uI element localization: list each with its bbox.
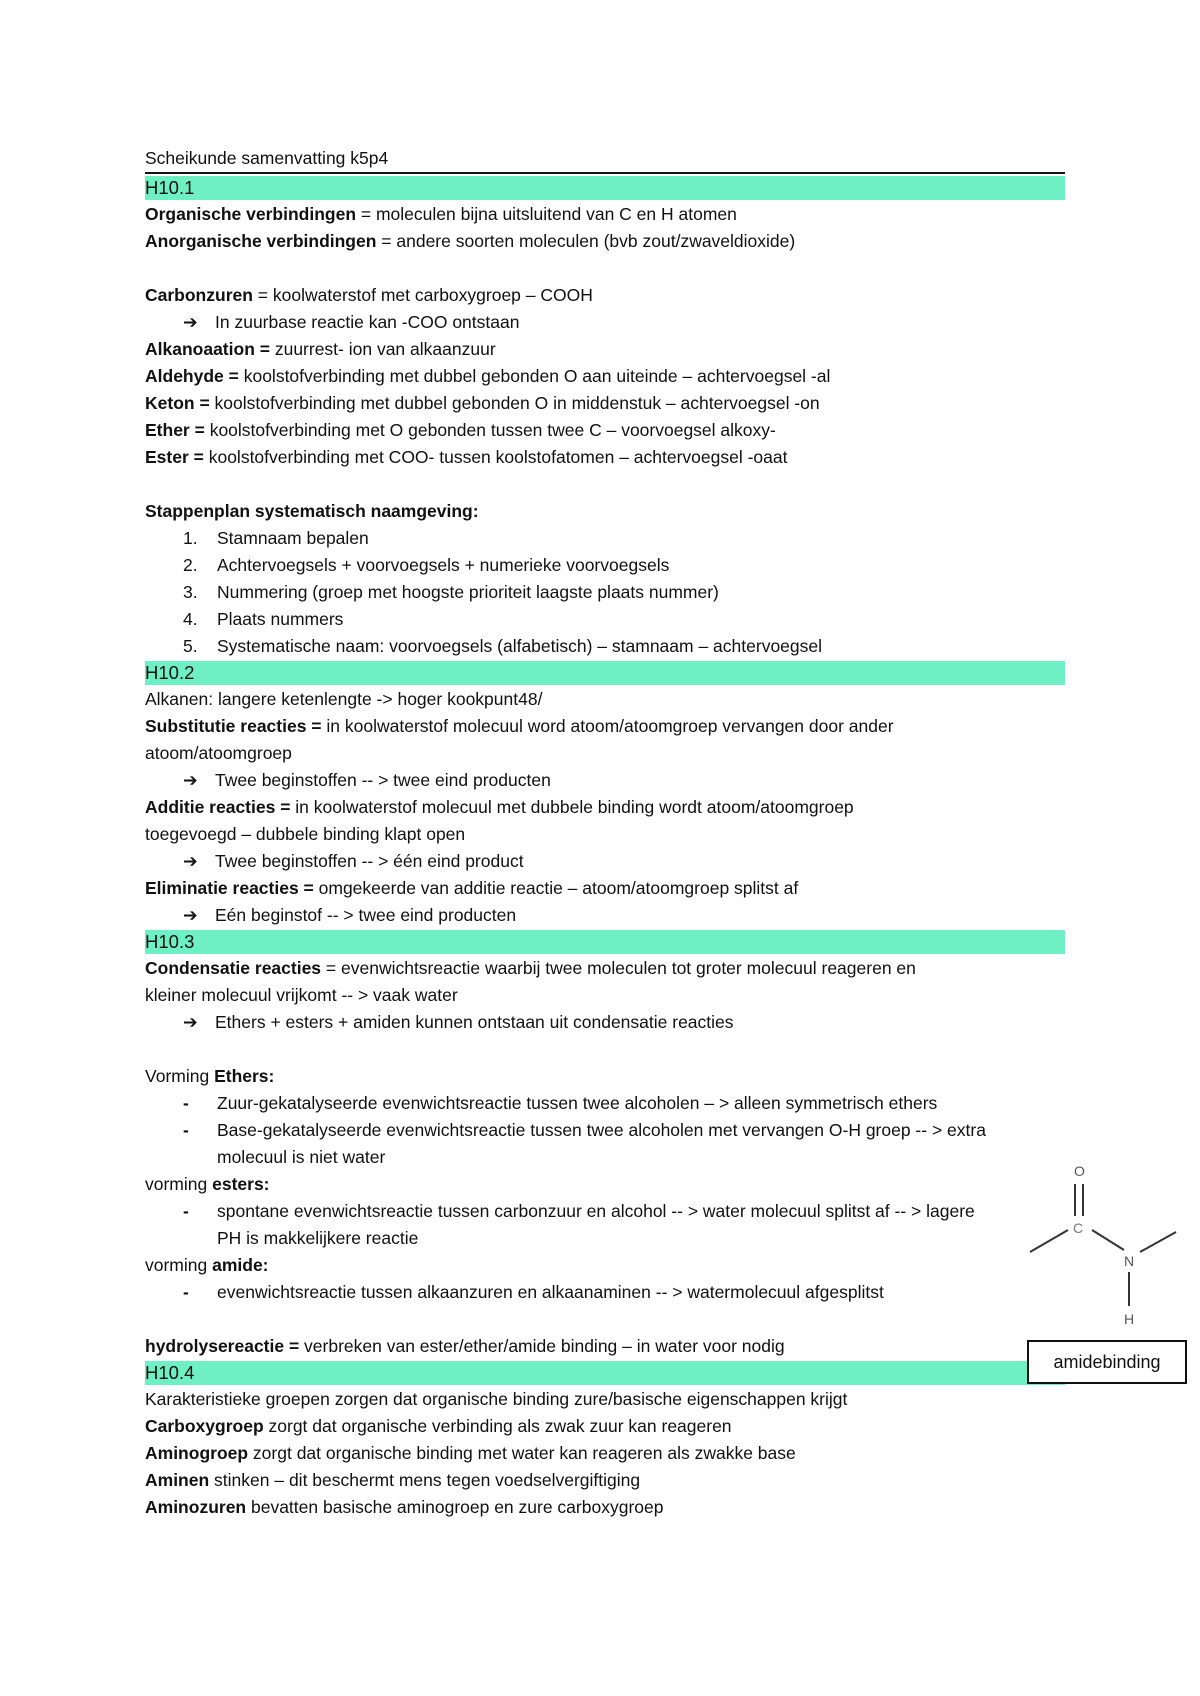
list-item-text: Stamnaam bepalen [217, 528, 369, 548]
text-line [145, 1333, 1065, 1360]
arrow-item [145, 848, 1065, 875]
definition: in koolwaterstof molecuul met dubbele binding wordt atoom/atoomgroep [290, 797, 854, 817]
list-item [145, 606, 1065, 633]
definition: omgekeerde van additie reactie – atoom/atoomgroep splitst af [313, 878, 799, 898]
definition: koolstofverbinding met COO- tussen koolstofatomen – achtervoegsel -oaat [203, 447, 788, 467]
definition: in koolwaterstof molecuul word atoom/atoomgroep vervangen door ander [321, 716, 894, 736]
text-line [145, 228, 1065, 255]
subheading-prefix: vorming [145, 1255, 213, 1275]
definition: koolstofverbinding met O gebonden tussen twee C – voorvoegsel alkoxy- [204, 420, 776, 440]
list-item [145, 633, 1065, 660]
list-item-text: Systematische naam: voorvoegsels (alfabetisch) – stamnaam – achtervoegsel [217, 636, 823, 656]
bond-c-n [1092, 1230, 1124, 1250]
list-item [145, 552, 1065, 579]
arrow-right-icon: ➔ [183, 1012, 198, 1032]
list-item-text: Achtervoegsels + voorvoegsels + numerieke voorvoegsels [217, 555, 670, 575]
section-header-h10-4: H10.4 [145, 1361, 1065, 1385]
arrow-right-icon: ➔ [183, 312, 198, 332]
term: Substitutie reacties = [145, 716, 322, 736]
list-item [145, 579, 1065, 606]
text-line [145, 363, 1065, 390]
text-line: Alkanen: langere ketenlengte -> hoger kookpunt48/ [145, 689, 543, 709]
bond-c-left [1030, 1230, 1068, 1252]
term: Carboxygroep [145, 1416, 264, 1436]
text-line [145, 444, 1065, 471]
text-line [145, 1467, 1065, 1494]
term: Aldehyde = [145, 366, 239, 386]
term: Ether = [145, 420, 205, 440]
term: hydrolysereactie = [145, 1336, 300, 1356]
amide-structure-diagram [1020, 1160, 1190, 1330]
spacer [145, 1036, 1065, 1063]
document-title: Scheikunde samenvatting k5p4 [145, 146, 1065, 174]
term: Ester = [145, 447, 204, 467]
dash-bullet: - [183, 1201, 189, 1221]
arrow-item-text: Ethers + esters + amiden kunnen ontstaan uit condensatie reacties [215, 1012, 734, 1032]
dash-item-text: evenwichtsreactie tussen alkaanzuren en alkaanaminen -- > watermolecuul afgesplitst [217, 1282, 884, 1302]
dash-item [145, 1279, 1065, 1306]
dash-bullet: - [183, 1093, 189, 1113]
list-number: 3. [183, 582, 198, 602]
list-item [145, 525, 1065, 552]
arrow-item-text: Twee beginstoffen -- > twee eind producten [215, 770, 551, 790]
subheading-prefix: Vorming [145, 1066, 215, 1086]
subheading-ethers [145, 1063, 1065, 1090]
definition: = andere soorten moleculen (bvb zout/zwaveldioxide) [376, 231, 796, 251]
text-line [145, 390, 1065, 417]
spacer [145, 471, 1065, 498]
list-number: 4. [183, 609, 198, 629]
term: Keton = [145, 393, 210, 413]
list-item-text: Plaats nummers [217, 609, 344, 629]
term: Aminen [145, 1470, 210, 1490]
atom-n: N [1124, 1253, 1135, 1269]
arrow-item-text: Eén beginstof -- > twee eind producten [215, 905, 517, 925]
text-line [145, 875, 1065, 902]
term: Organische verbindingen [145, 204, 357, 224]
arrow-right-icon: ➔ [183, 770, 198, 790]
definition: koolstofverbinding met dubbel gebonden O aan uiteinde – achtervoegsel -al [238, 366, 831, 386]
text-line [145, 336, 1065, 363]
section-header-h10-1: H10.1 [145, 176, 1065, 200]
arrow-right-icon: ➔ [183, 905, 198, 925]
text-line [145, 1440, 1065, 1467]
subheading-prefix: vorming [145, 1174, 213, 1194]
dash-bullet: - [183, 1120, 189, 1140]
text-line [145, 955, 1065, 982]
arrow-item-text: Twee beginstoffen -- > één eind product [215, 851, 524, 871]
dash-bullet: - [183, 1282, 189, 1302]
atom-h: H [1124, 1311, 1135, 1327]
subheading-term: Ethers: [214, 1066, 275, 1086]
text-line [145, 1413, 1065, 1440]
dash-item-text: spontane evenwichtsreactie tussen carbonzuur en alcohol -- > water molecuul splitst af -- > lagere PH is makkelijkere reactie [217, 1201, 975, 1248]
term: Alkanoaation = [145, 339, 270, 359]
subheading-term: amide: [212, 1255, 269, 1275]
arrow-item [145, 309, 1065, 336]
dash-item-text: Base-gekatalyseerde evenwichtsreactie tussen twee alcoholen met vervangen O-H groep -- > extra molecuul is niet water [217, 1120, 986, 1167]
definition: zorgt dat organische binding met water kan reageren als zwakke base [248, 1443, 796, 1463]
definition: koolstofverbinding met dubbel gebonden O in middenstuk – achtervoegsel -on [209, 393, 820, 413]
text-line: kleiner molecuul vrijkomt -- > vaak water [145, 985, 458, 1005]
term: Condensatie reacties [145, 958, 322, 978]
arrow-item-text: In zuurbase reactie kan -COO ontstaan [215, 312, 520, 332]
definition: stinken – dit beschermt mens tegen voedselvergiftiging [209, 1470, 641, 1490]
definition: = koolwaterstof met carboxygroep – COOH [252, 285, 593, 305]
spacer [145, 255, 1065, 282]
term: Anorganische verbindingen [145, 231, 377, 251]
text-line [145, 201, 1065, 228]
list-item-text: Nummering (groep met hoogste prioriteit laagste plaats nummer) [217, 582, 719, 602]
text-line [145, 417, 1065, 444]
arrow-item [145, 1009, 1065, 1036]
dash-item [145, 1117, 1065, 1171]
definition: bevatten basische aminogroep en zure carboxygroep [246, 1497, 664, 1517]
section-header-h10-3: H10.3 [145, 930, 1065, 954]
definition: = evenwichtsreactie waarbij twee moleculen tot groter molecuul reageren en [321, 958, 916, 978]
arrow-right-icon: ➔ [183, 851, 198, 871]
document-page [145, 146, 1065, 1521]
section-header-h10-2: H10.2 [145, 661, 1065, 685]
dash-item [145, 1198, 1065, 1252]
term: Additie reacties = [145, 797, 291, 817]
dash-item [145, 1090, 1065, 1117]
subheading-amide [145, 1252, 1065, 1279]
text-line: toegevoegd – dubbele binding klapt open [145, 824, 466, 844]
definition: = moleculen bijna uitsluitend van C en H atomen [356, 204, 737, 224]
arrow-item [145, 767, 1065, 794]
text-line: Karakteristieke groepen zorgen dat organische binding zure/basische eigenschappen krijgt [145, 1389, 848, 1409]
text-line: atoom/atoomgroep [145, 743, 292, 763]
amide-caption-box: amidebinding [1027, 1340, 1187, 1384]
plan-title: Stappenplan systematisch naamgeving: [145, 501, 479, 521]
text-line [145, 1494, 1065, 1521]
bond-n-right [1140, 1232, 1176, 1252]
definition: zorgt dat organische verbinding als zwak zuur kan reageren [263, 1416, 732, 1436]
spacer [145, 1306, 1065, 1333]
atom-o: O [1074, 1163, 1085, 1179]
arrow-item [145, 902, 1065, 929]
term: Carbonzuren [145, 285, 253, 305]
list-number: 5. [183, 636, 198, 656]
text-line [145, 282, 1065, 309]
subheading-esters [145, 1171, 1065, 1198]
atom-c: C [1073, 1220, 1084, 1236]
term: Aminogroep [145, 1443, 249, 1463]
definition: zuurrest- ion van alkaanzuur [269, 339, 496, 359]
term: Aminozuren [145, 1497, 247, 1517]
dash-item-text: Zuur-gekatalyseerde evenwichtsreactie tussen twee alcoholen – > alleen symmetrisch ethers [217, 1093, 938, 1113]
term: Eliminatie reacties = [145, 878, 314, 898]
text-line [145, 794, 1065, 821]
list-number: 1. [183, 528, 198, 548]
list-number: 2. [183, 555, 198, 575]
text-line [145, 713, 1065, 740]
subheading-term: esters: [212, 1174, 270, 1194]
definition: verbreken van ester/ether/amide binding – in water voor nodig [299, 1336, 785, 1356]
